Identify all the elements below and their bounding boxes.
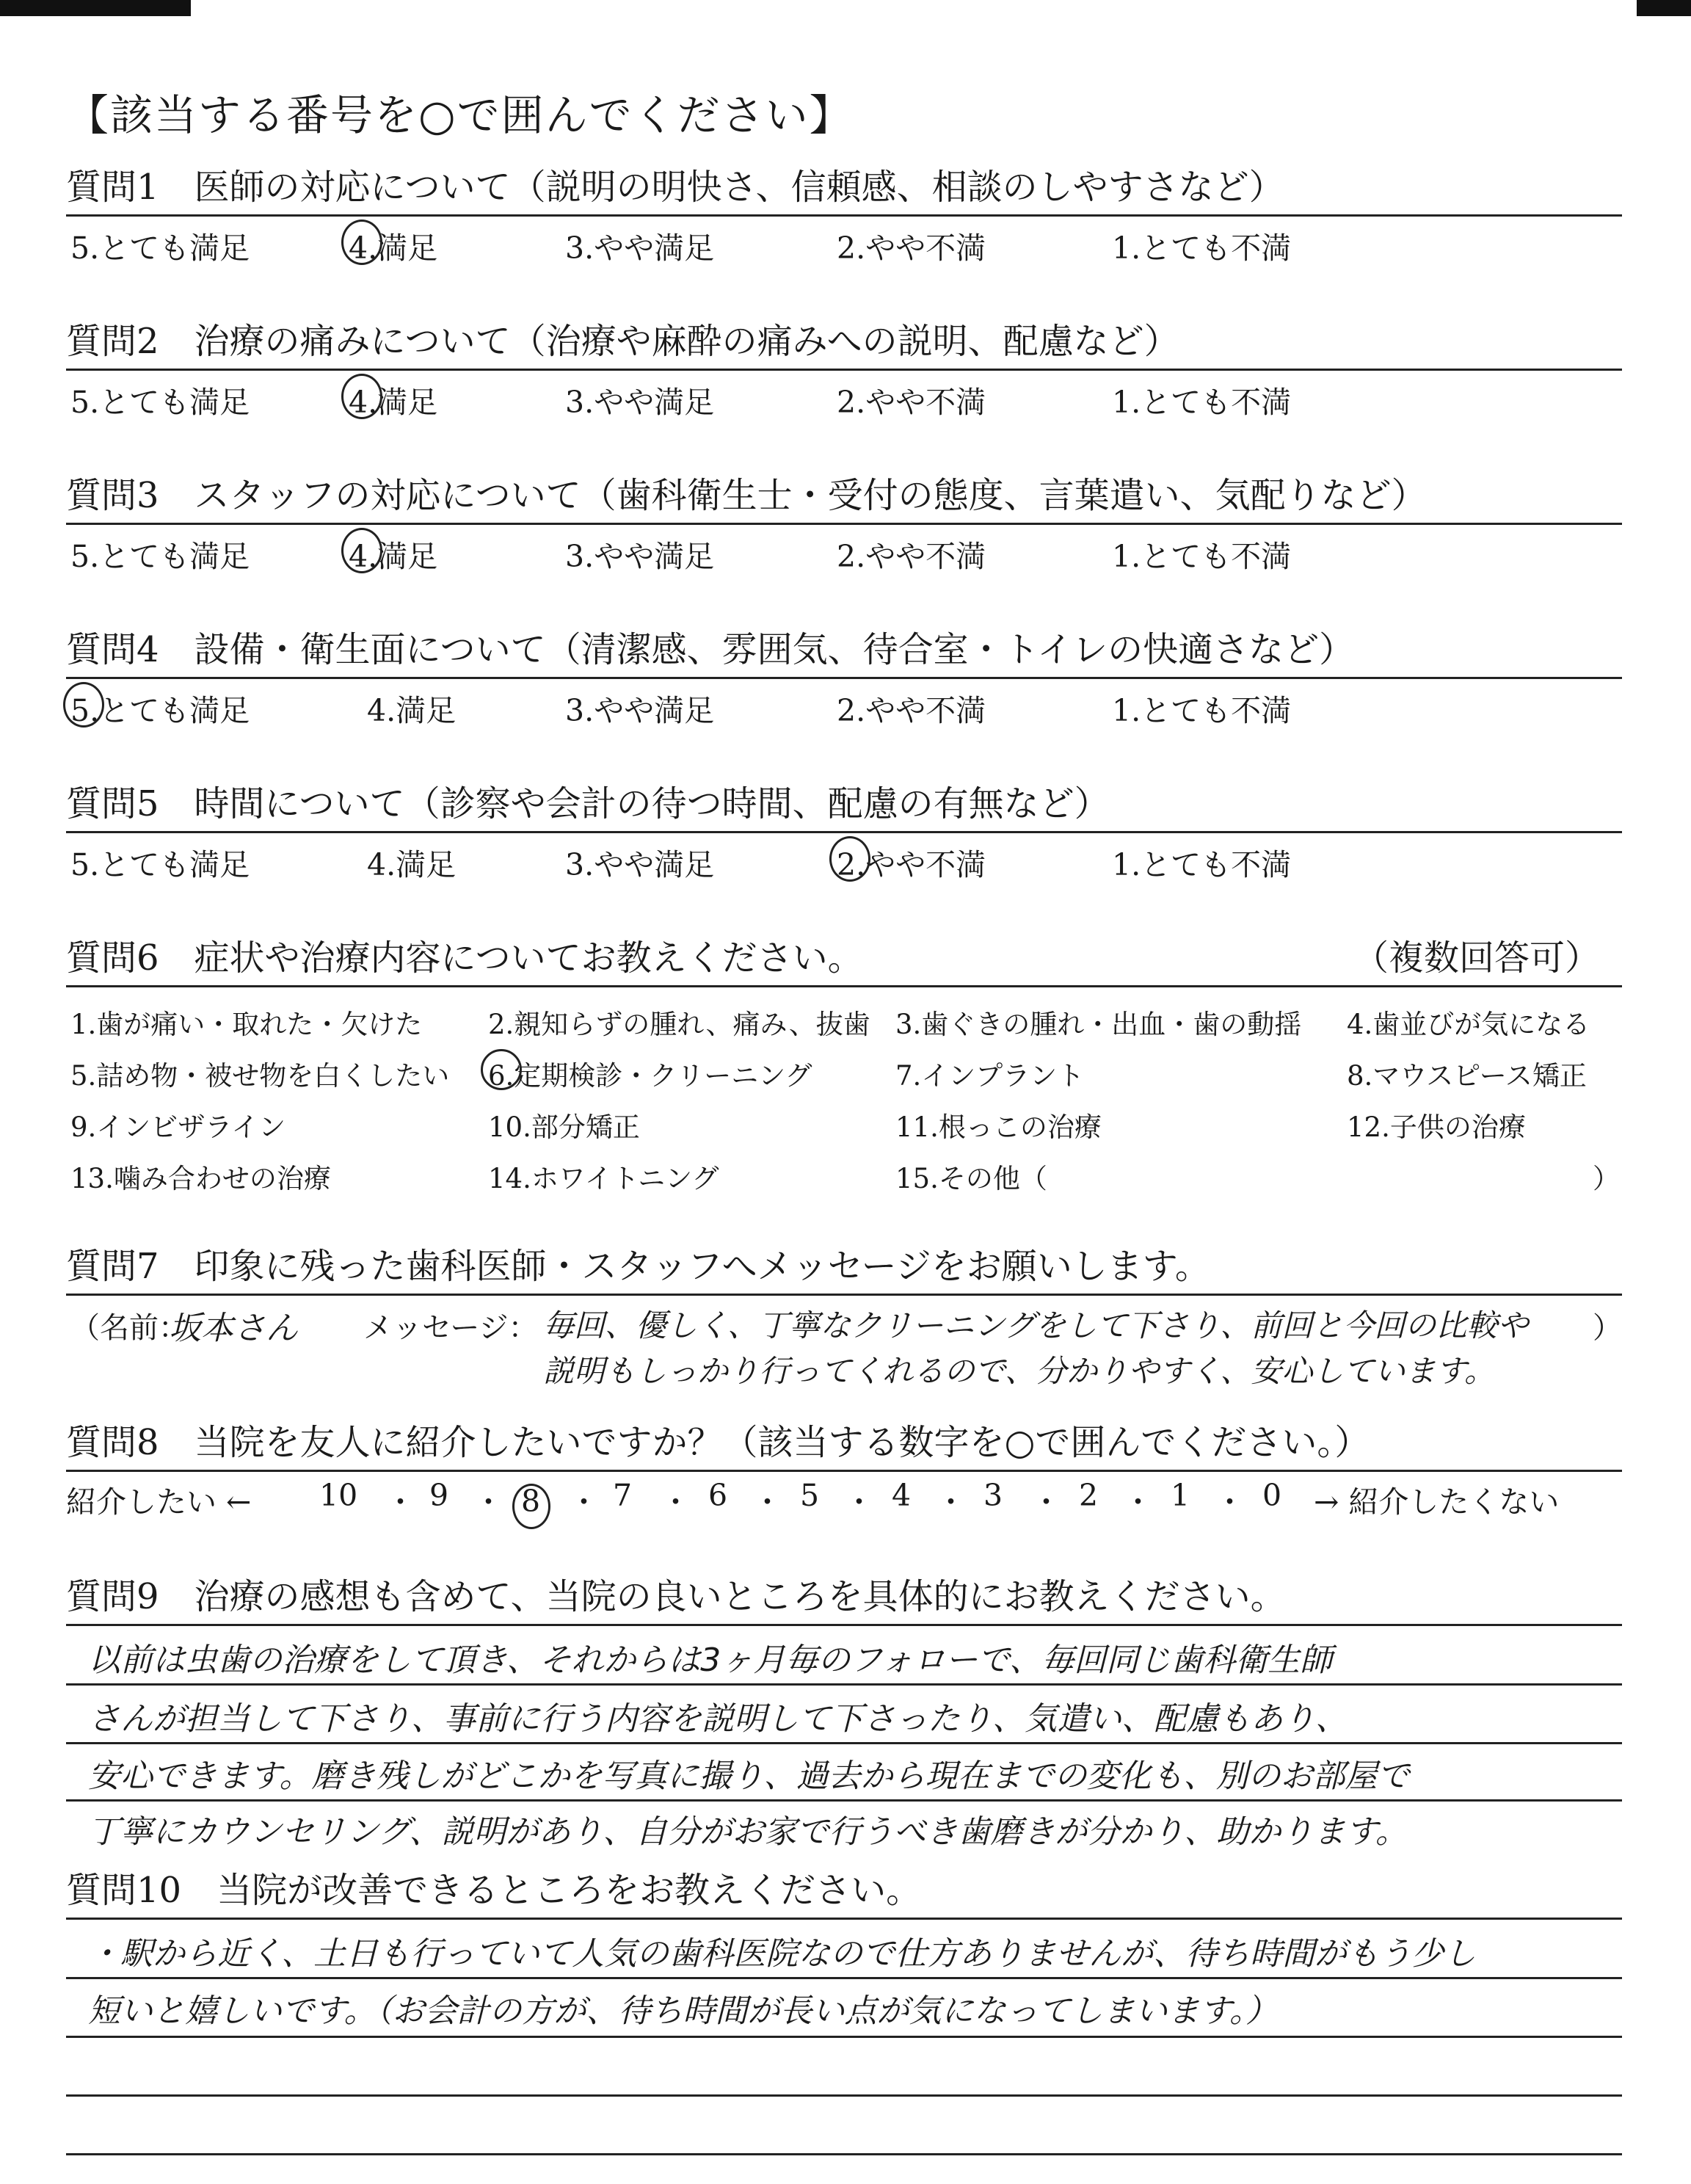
question-6	[66, 932, 1622, 1215]
name-value[interactable]: 坂本さん	[169, 1310, 298, 1347]
question-6-options	[66, 995, 1622, 1215]
option-2[interactable]: 2.やや不満	[837, 693, 986, 728]
q6-option-1[interactable]: 1.歯が痛い・取れた・欠けた	[70, 1009, 423, 1040]
answer-line-4: 丁寧にカウンセリング、説明があり、自分がお家で行うべき歯磨きが分かり、助かります。	[88, 1813, 1408, 1851]
q6-option-6-selected[interactable]: 6.定期検診・クリーニング	[488, 1053, 812, 1093]
scale-7[interactable]: 7	[613, 1478, 633, 1513]
option-3[interactable]: 3.やや満足	[565, 385, 715, 420]
name-label: （名前：	[70, 1311, 188, 1345]
referral-scale: 紹介したい ← 10 ・ 9 ・ 8 ・ 7 ・ 6 ・ 5 ・ 4 ・ 3 ・ 2 ・ 1 ・ 0 → 紹介したくない	[66, 1472, 1622, 1523]
q6-option-4[interactable]: 4.歯並びが気になる	[1347, 1009, 1590, 1040]
hand-drawn-circle	[341, 220, 382, 265]
question-7	[66, 1241, 1622, 1398]
question-8-title: 質問8 当院を友人に紹介したいですか？（該当する数字を○で囲んでください。）	[66, 1422, 1370, 1463]
option-1[interactable]: 1.とても不満	[1112, 693, 1292, 728]
question-9	[66, 1571, 1622, 1851]
answer-line-1: ・駅から近く、土日も行っていて人気の歯科医院なので仕方ありませんが、待ち時間がもう少し	[88, 1935, 1477, 1973]
question-9-answer[interactable]	[66, 1626, 1622, 1851]
hand-drawn-circle	[481, 1049, 522, 1090]
q6-option-7[interactable]: 7.インプラント	[895, 1060, 1085, 1092]
option-2[interactable]: 2.やや不満	[837, 231, 986, 266]
question-9-title: 質問9 治療の感想も含めて、当院の良いところを具体的にお教えください。	[66, 1576, 1286, 1617]
question-10-answer[interactable]	[66, 1920, 1622, 2184]
option-5[interactable]: 5.とても満足	[70, 539, 250, 574]
message-line-2[interactable]: 説明もしっかり行ってくれるので、分かりやすく、安心しています。	[543, 1353, 1495, 1389]
question-4-title: 質問4 設備・衛生面について（清潔感、雰囲気、待合室・トイレの快適さなど）	[66, 629, 1355, 670]
question-8	[66, 1417, 1622, 1523]
q6-option-2[interactable]: 2.親知らずの腫れ、痛み、抜歯	[488, 1009, 870, 1040]
question-3-options	[66, 525, 1622, 576]
option-5[interactable]: 5.とても満足	[70, 847, 250, 882]
question-3	[66, 470, 1622, 576]
q6-option-13[interactable]: 13.噛み合わせの治療	[70, 1163, 331, 1194]
multiple-answer-note: （複数回答可）	[1353, 937, 1600, 979]
q6-option-11[interactable]: 11.根っこの治療	[895, 1111, 1102, 1143]
option-4-selected[interactable]: 4.満足	[349, 532, 437, 576]
question-2	[66, 316, 1622, 422]
option-3[interactable]: 3.やや満足	[565, 847, 715, 882]
q6-option-12[interactable]: 12.子供の治療	[1347, 1111, 1526, 1143]
hand-drawn-circle	[341, 374, 382, 419]
question-5-title: 質問5 時間について（診察や会計の待つ時間、配慮の有無など）	[66, 783, 1110, 824]
q6-option-8[interactable]: 8.マウスピース矯正	[1347, 1060, 1587, 1092]
option-5-selected[interactable]: 5.とても満足	[70, 686, 250, 730]
hand-drawn-circle	[63, 682, 104, 728]
survey-heading: 【該当する番号を○で囲んでください】	[66, 90, 854, 140]
option-1[interactable]: 1.とても不満	[1112, 231, 1292, 266]
answer-line-2: さんが担当して下さり、事前に行う内容を説明して下さったり、気遣い、配慮もあり、	[88, 1700, 1348, 1738]
q6-option-3[interactable]: 3.歯ぐきの腫れ・出血・歯の動揺	[895, 1009, 1302, 1040]
question-2-options	[66, 371, 1622, 422]
option-1[interactable]: 1.とても不満	[1112, 539, 1292, 574]
q6-option-10[interactable]: 10.部分矯正	[488, 1111, 640, 1143]
option-4[interactable]: 4.満足	[367, 847, 457, 882]
option-4-selected[interactable]: 4.満足	[349, 224, 437, 267]
question-2-title: 質問2 治療の痛みについて（治療や麻酔の痛みへの説明、配慮など）	[66, 321, 1179, 362]
scale-5[interactable]: 5	[800, 1478, 820, 1513]
question-1-title: 質問1 医師の対応について（説明の明快さ、信頼感、相談のしやすさなど）	[66, 167, 1284, 208]
question-5	[66, 778, 1622, 885]
option-3[interactable]: 3.やや満足	[565, 231, 715, 266]
scale-1[interactable]: 1	[1171, 1478, 1190, 1513]
q6-option-15-close: ）	[1593, 1163, 1620, 1194]
option-1[interactable]: 1.とても不満	[1112, 385, 1292, 420]
option-2-selected[interactable]: 2.やや不満	[837, 841, 986, 884]
q6-option-5[interactable]: 5.詰め物・被せ物を白くしたい	[70, 1060, 450, 1092]
option-5[interactable]: 5.とても満足	[70, 231, 250, 266]
question-4	[66, 624, 1622, 730]
question-1	[66, 162, 1622, 268]
option-2[interactable]: 2.やや不満	[837, 385, 986, 420]
answer-line-2: 短いと嬉しいです。（お会計の方が、待ち時間が長い点が気になってしまいます。）	[88, 1992, 1278, 2030]
option-2[interactable]: 2.やや不満	[837, 539, 986, 574]
question-1-options	[66, 217, 1622, 268]
question-3-title: 質問3 スタッフの対応について（歯科衛生士・受付の態度、言葉遣い、気配りなど）	[66, 475, 1427, 516]
hand-drawn-circle	[829, 836, 870, 882]
question-10	[66, 1865, 1622, 2184]
option-4[interactable]: 4.満足	[367, 693, 457, 728]
question-6-title: 質問6 症状や治療内容についてお教えください。	[66, 937, 863, 979]
scale-left-label: 紹介したい ←	[66, 1484, 252, 1520]
message-label: メッセージ：	[363, 1311, 538, 1345]
q6-option-14[interactable]: 14.ホワイトニング	[488, 1163, 719, 1194]
scale-9[interactable]: 9	[429, 1478, 449, 1513]
answer-line-3: 安心できます。磨き残しがどこかを写真に撮り、過去から現在までの変化も、別のお部屋で	[88, 1757, 1410, 1795]
scale-right-label: → 紹介したくない	[1314, 1484, 1560, 1520]
option-5[interactable]: 5.とても満足	[70, 385, 250, 420]
message-close-paren: ）	[1593, 1311, 1622, 1345]
q6-option-9[interactable]: 9.インビザライン	[70, 1111, 286, 1143]
scale-3[interactable]: 3	[983, 1478, 1003, 1513]
question-10-title: 質問10 当院が改善できるところをお教えください。	[66, 1870, 922, 1911]
scale-0[interactable]: 0	[1262, 1478, 1282, 1513]
message-line-1[interactable]: 毎回、優しく、丁寧なクリーニングをして下さり、前回と今回の比較や	[543, 1307, 1529, 1343]
option-1[interactable]: 1.とても不満	[1112, 847, 1292, 882]
option-3[interactable]: 3.やや満足	[565, 539, 715, 574]
answer-line-1: 以前は虫歯の治療をして頂き、それからは3ヶ月毎のフォローで、毎回同じ歯科衛生師	[88, 1641, 1333, 1679]
option-3[interactable]: 3.やや満足	[565, 693, 715, 728]
scale-4[interactable]: 4	[892, 1478, 912, 1513]
scale-10[interactable]: 10	[319, 1478, 358, 1513]
question-7-title: 質問7 印象に残った歯科医師・スタッフへメッセージをお願いします。	[66, 1246, 1210, 1287]
question-4-options	[66, 679, 1622, 730]
question-6-rule	[66, 985, 1622, 987]
scan-edge-marks	[0, 0, 1691, 16]
option-4-selected[interactable]: 4.満足	[349, 378, 437, 421]
q6-option-15[interactable]: 15.その他（	[895, 1163, 1047, 1194]
scale-2[interactable]: 2	[1079, 1478, 1099, 1513]
hand-drawn-circle	[341, 528, 382, 573]
scale-6[interactable]: 6	[708, 1478, 728, 1513]
question-5-options	[66, 833, 1622, 885]
